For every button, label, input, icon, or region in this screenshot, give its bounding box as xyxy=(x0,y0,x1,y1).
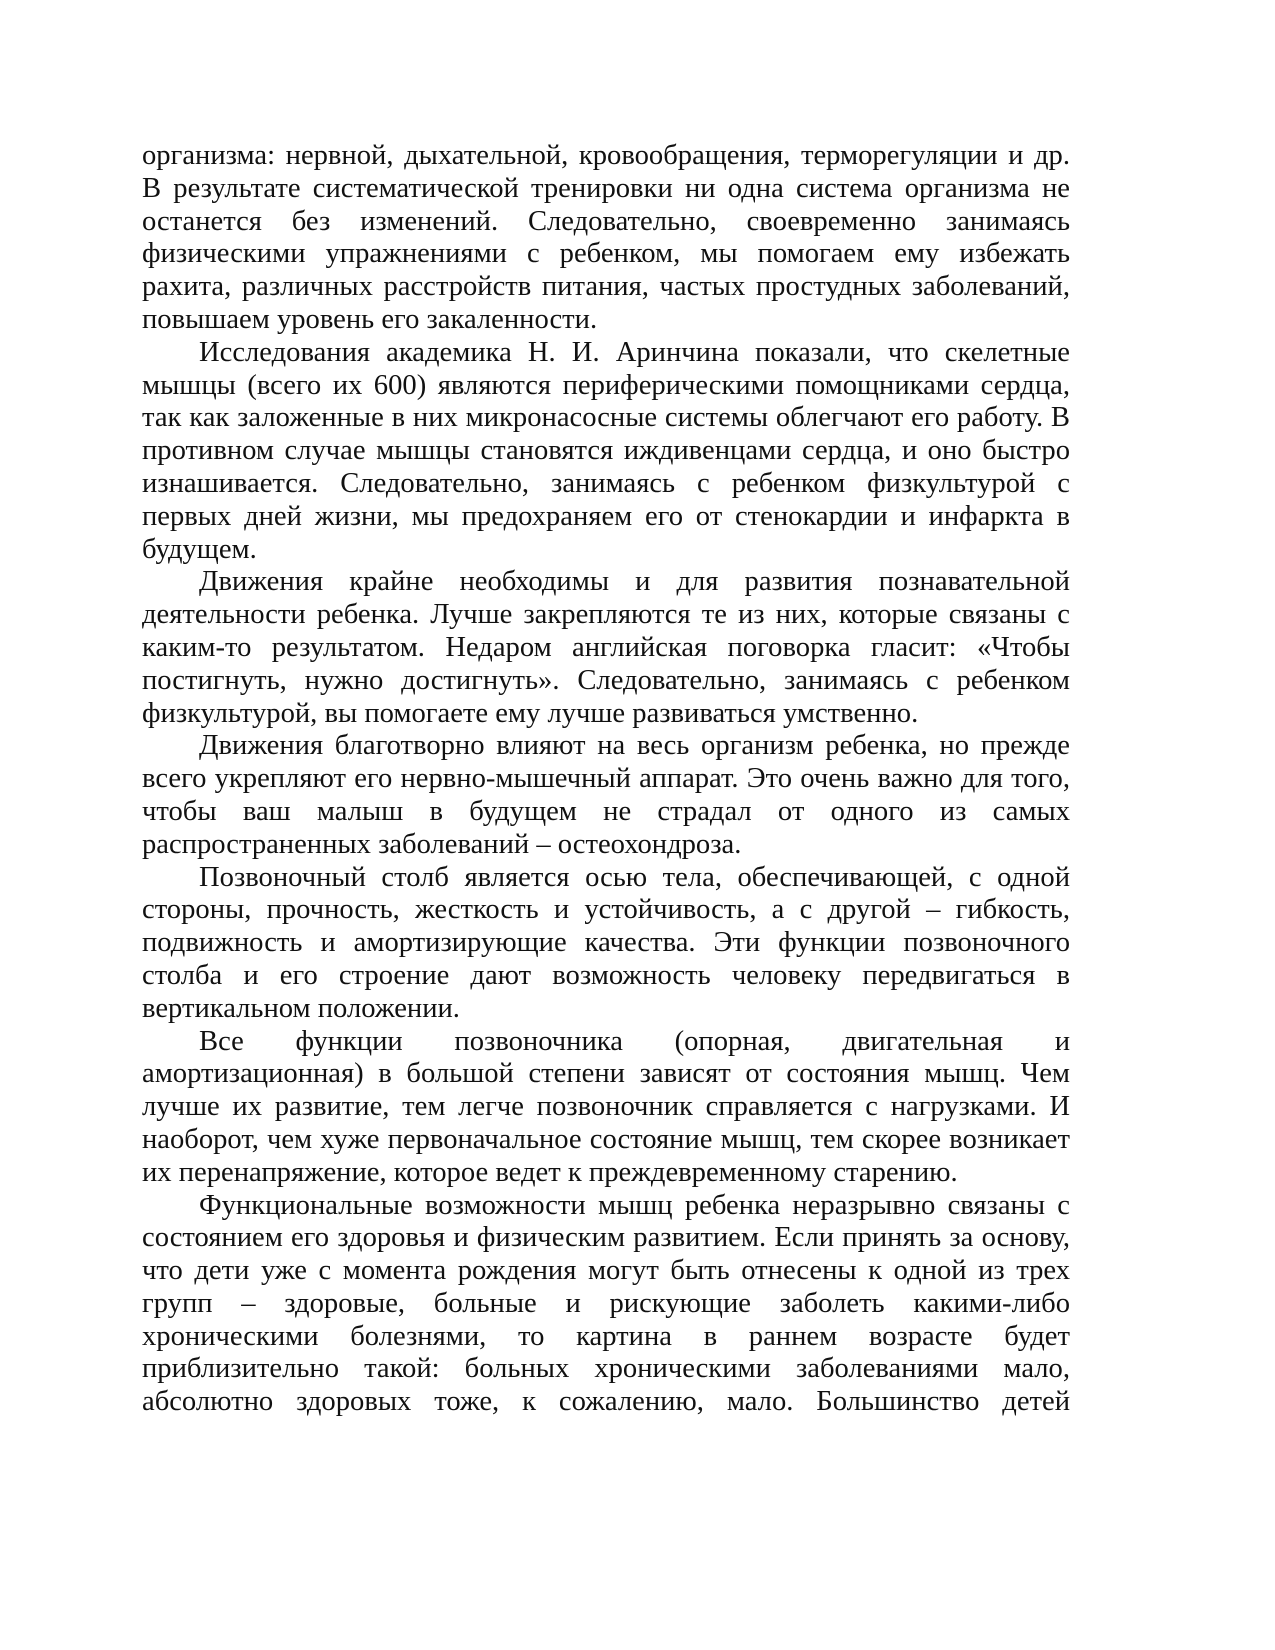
document-page xyxy=(142,140,1070,1419)
paragraph-3: Движения крайне необходимы и для развития познавательной деятельности ребенка. Лучше закрепляются те из них, которые связаны с каким-то результатом. Недаром английская поговорка гласит: «Чтобы постигнуть, нужно достигнуть». Следовательно, занимаясь с ребенком физкультурой, вы помогаете ему лучше развиваться умственно. xyxy=(142,566,1070,729)
paragraph-4: Движения благотворно влияют на весь организм ребенка, но прежде всего укрепляют его нервно-мышечный аппарат. Это очень важно для того, чтобы ваш малыш в будущем не страдал от одного из самых распространенных заболеваний – остеохондроза. xyxy=(142,730,1070,860)
paragraph-2: Исследования академика Н. И. Аринчина показали, что скелетные мышцы (всего их 600) являются периферическими помощниками сердца, так как заложенные в них микронасосные системы облегчают его работу. В противном случае мышцы становятся иждивенцами сердца, и оно быстро изнашивается. Следовательно, занимаясь с ребенком физкультурой с первых дней жизни, мы предохраняем его от стенокардии и инфаркта в будущем. xyxy=(142,336,1070,565)
paragraph-5: Позвоночный столб является осью тела, обеспечивающей, с одной стороны, прочность, жесткость и устойчивость, а с другой – гибкость, подвижность и амортизирующие качества. Эти функции позвоночного столба и его строение дают возможность человеку передвигаться в вертикальном положении. xyxy=(142,861,1070,1024)
paragraph-7: Функциональные возможности мышц ребенка неразрывно связаны с состоянием его здоровья и физическим развитием. Если принять за основу, что дети уже с момента рождения могут быть отнесены к одной из трех групп – здоровые, больные и рискующие заболеть какими-либо хроническими болезнями, то картина в раннем возрасте будет приблизительно такой: больных хроническими заболеваниями мало, абсолютно здоровых тоже, к сожалению, мало. Большинство детей xyxy=(142,1189,1070,1418)
paragraph-6: Все функции позвоночника (опорная, двигательная и амортизационная) в большой степени зависят от состояния мышц. Чем лучше их развитие, тем легче позвоночник справляется с нагрузками. И наоборот, чем хуже первоначальное состояние мышц, тем скорее возникает их перенапряжение, которое ведет к преждевременному старению. xyxy=(142,1025,1070,1188)
paragraph-1: организма: нервной, дыхательной, кровообращения, терморегуляции и др. В результате систематической тренировки ни одна система организма не останется без изменений. Следовательно, своевременно занимаясь физическими упражнениями с ребенком, мы помогаем ему избежать рахита, различных расстройств питания, частых простудных заболеваний, повышаем уровень его закаленности. xyxy=(142,140,1070,335)
